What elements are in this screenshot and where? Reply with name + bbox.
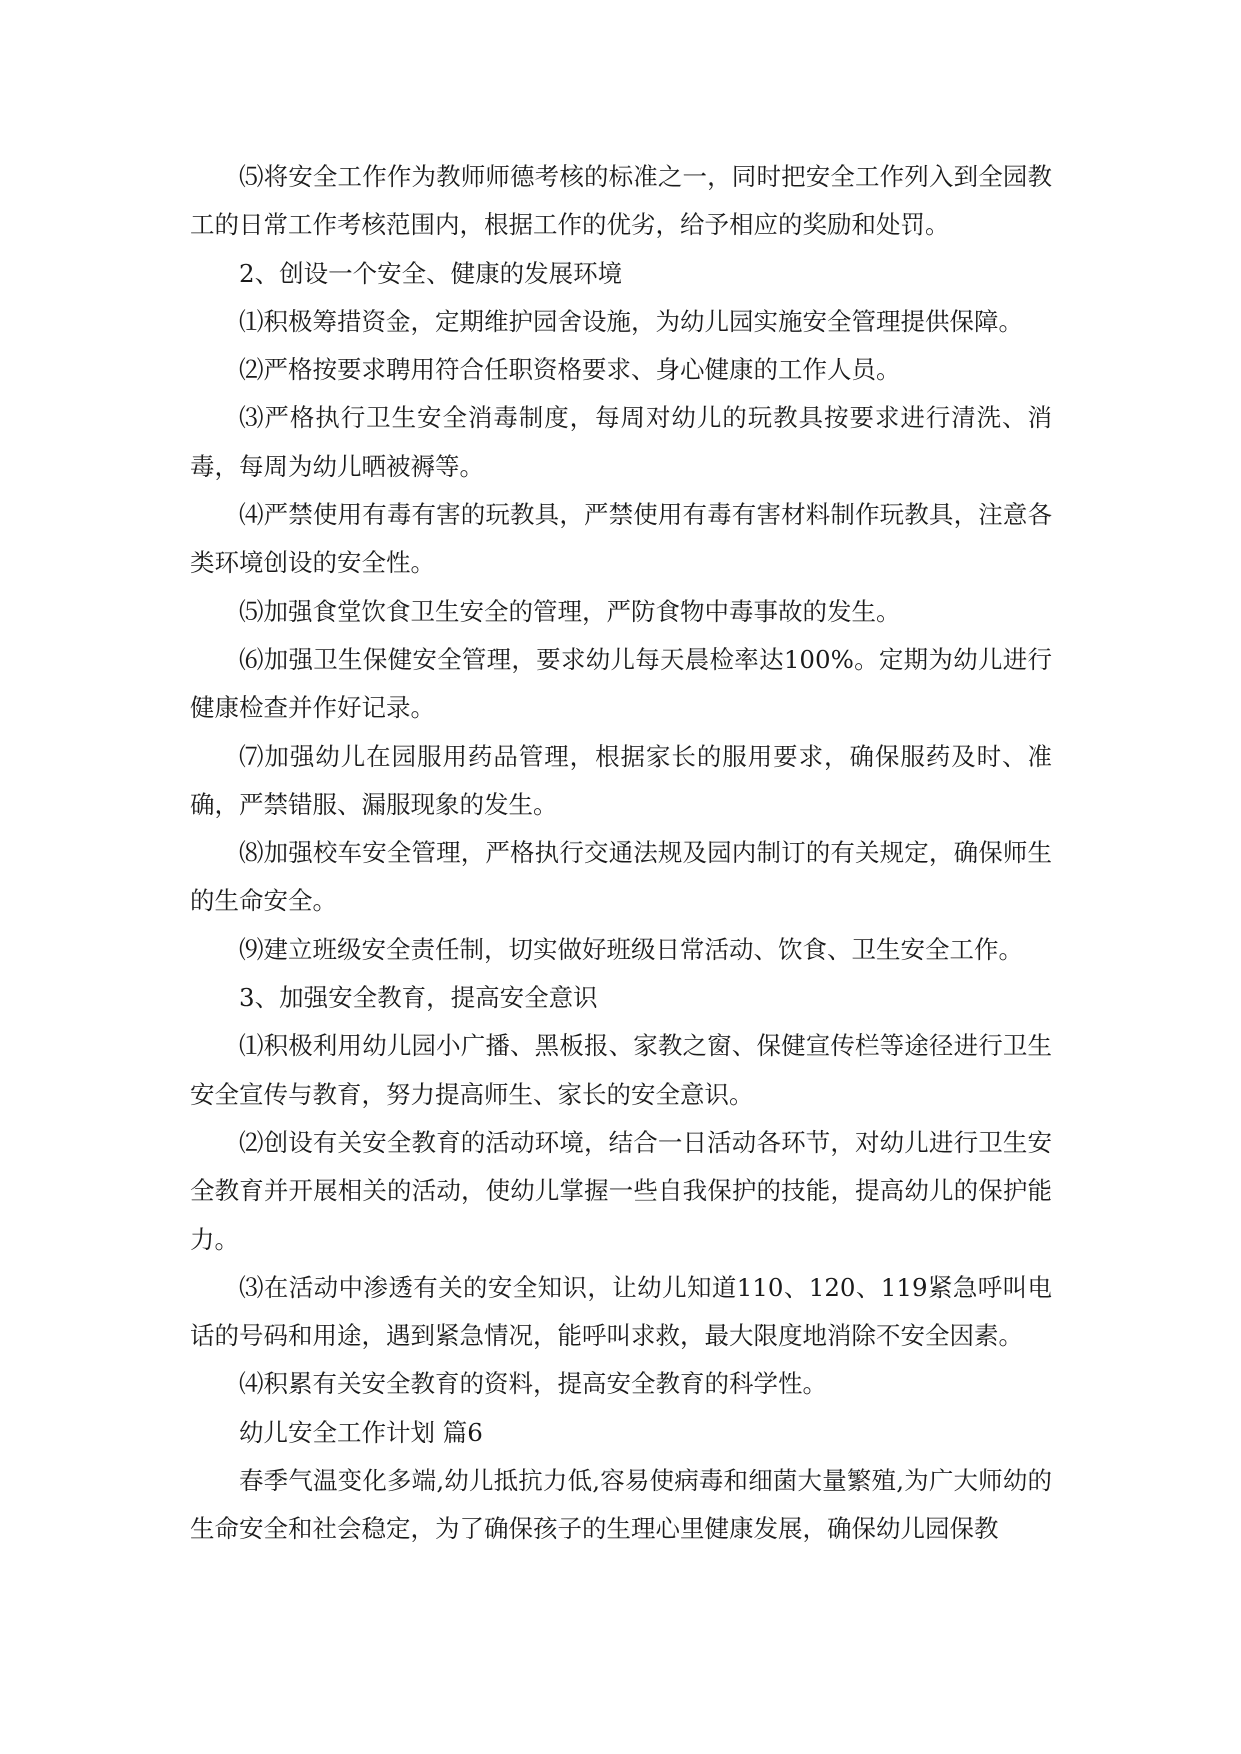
paragraph: ⑹加强卫生保健安全管理，要求幼儿每天晨检率达100%。定期为幼儿进行健康检查并作好记录。 <box>190 644 1052 723</box>
paragraph: ⑴积极筹措资金，定期维护园舍设施，为幼儿园实施安全管理提供保障。 <box>239 306 1023 336</box>
paragraph: ⑵创设有关安全教育的活动环境，结合一日活动各环节，对幼儿进行卫生安全教育并开展相关的活动，使幼儿掌握一些自我保护的技能，提高幼儿的保护能力。 <box>190 1127 1052 1254</box>
paragraph: ⑻加强校车安全管理，严格执行交通法规及园内制订的有关规定，确保师生的生命安全。 <box>190 838 1052 916</box>
article-title: 幼儿安全工作计划 篇6 <box>239 1417 483 1447</box>
paragraph: ⑸加强食堂饮食卫生安全的管理，严防食物中毒事故的发生。 <box>239 596 901 626</box>
section-heading: 3、加强安全教育，提高安全意识 <box>239 983 598 1013</box>
section-heading: 2、创设一个安全、健康的发展环境 <box>239 258 623 288</box>
paragraph: ⑶严格执行卫生安全消毒制度，每周对幼儿的玩教具按要求进行清洗、消毒，每周为幼儿晒被褥等。 <box>190 403 1052 481</box>
paragraph: ⑶在活动中渗透有关的安全知识，让幼儿知道110、120、119紧急呼叫电话的号码和用途，遇到紧急情况，能呼叫求救，最大限度地消除不安全因素。 <box>190 1272 1052 1351</box>
paragraph: ⑴积极利用幼儿园小广播、黑板报、家教之窗、保健宣传栏等途径进行卫生安全宣传与教育，努力提高师生、家长的安全意识。 <box>190 1031 1052 1109</box>
paragraph: 春季气温变化多端,幼儿抵抗力低,容易使病毒和细菌大量繁殖,为广大师幼的生命安全和社会稳定，为了确保孩子的生理心里健康发展，确保幼儿园保教 <box>190 1466 1052 1544</box>
paragraph: ⑷积累有关安全教育的资料，提高安全教育的科学性。 <box>239 1369 827 1399</box>
paragraph: ⑵严格按要求聘用符合任职资格要求、身心健康的工作人员。 <box>239 355 901 385</box>
paragraph: ⑷严禁使用有毒有害的玩教具，严禁使用有毒有害材料制作玩教具，注意各类环境创设的安全性。 <box>190 500 1052 578</box>
paragraph: ⑸将安全工作作为教师师德考核的标准之一，同时把安全工作列入到全园教工的日常工作考核范围内，根据工作的优劣，给予相应的奖励和处罚。 <box>190 162 1052 240</box>
paragraph: ⑼建立班级安全责任制，切实做好班级日常活动、饮食、卫生安全工作。 <box>239 934 1023 964</box>
document-body <box>190 153 1052 1554</box>
paragraph: ⑺加强幼儿在园服用药品管理，根据家长的服用要求，确保服药及时、准确，严禁错服、漏服现象的发生。 <box>190 741 1052 819</box>
